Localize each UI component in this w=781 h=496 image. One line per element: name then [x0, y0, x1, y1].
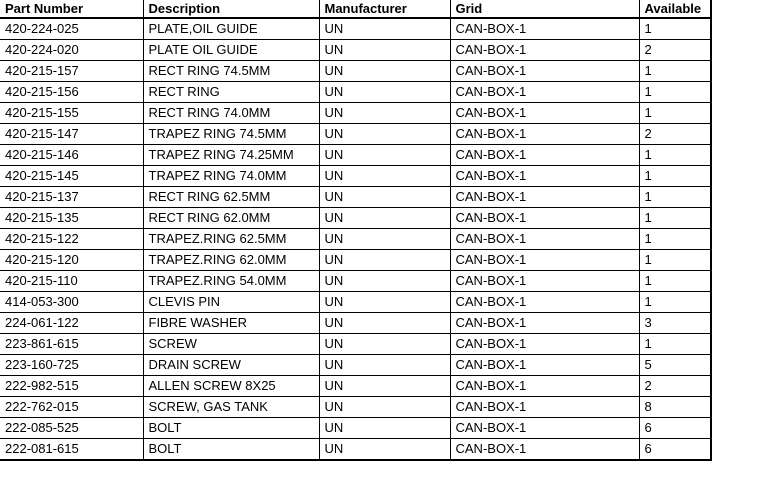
grid-cell[interactable]: CAN-BOX-1	[450, 271, 639, 292]
table-row[interactable]	[0, 61, 711, 82]
table-row[interactable]	[0, 145, 711, 166]
table-row[interactable]	[0, 250, 711, 271]
manufacturer-cell[interactable]: UN	[319, 124, 450, 145]
part-number-cell[interactable]: 420-215-122	[0, 229, 143, 250]
description-cell[interactable]: TRAPEZ.RING 54.0MM	[143, 271, 319, 292]
manufacturer-cell[interactable]: UN	[319, 187, 450, 208]
table-row[interactable]	[0, 334, 711, 355]
manufacturer-cell[interactable]: UN	[319, 376, 450, 397]
manufacturer-cell[interactable]: UN	[319, 271, 450, 292]
table-row[interactable]	[0, 40, 711, 61]
manufacturer-cell[interactable]: UN	[319, 229, 450, 250]
part-number-cell[interactable]: 420-215-147	[0, 124, 143, 145]
grid-cell[interactable]: CAN-BOX-1	[450, 229, 639, 250]
available-cell[interactable]: 1	[639, 18, 711, 40]
part-number-cell[interactable]: 420-215-145	[0, 166, 143, 187]
description-cell[interactable]: BOLT	[143, 418, 319, 439]
description-cell[interactable]: TRAPEZ RING 74.0MM	[143, 166, 319, 187]
grid-cell[interactable]: CAN-BOX-1	[450, 418, 639, 439]
part-number-cell[interactable]: 420-224-020	[0, 40, 143, 61]
manufacturer-cell[interactable]: UN	[319, 397, 450, 418]
table-row[interactable]	[0, 397, 711, 418]
description-cell[interactable]: RECT RING 74.0MM	[143, 103, 319, 124]
part-number-cell[interactable]: 222-081-615	[0, 439, 143, 461]
part-number-cell[interactable]: 223-160-725	[0, 355, 143, 376]
available-cell[interactable]: 1	[639, 229, 711, 250]
available-cell[interactable]: 6	[639, 418, 711, 439]
description-cell[interactable]: TRAPEZ.RING 62.5MM	[143, 229, 319, 250]
available-cell[interactable]: 1	[639, 250, 711, 271]
part-number-cell[interactable]: 420-215-137	[0, 187, 143, 208]
manufacturer-cell[interactable]: UN	[319, 355, 450, 376]
header-available[interactable]: Available	[639, 0, 711, 18]
manufacturer-cell[interactable]: UN	[319, 145, 450, 166]
available-cell[interactable]: 6	[639, 439, 711, 461]
part-number-cell[interactable]: 420-215-155	[0, 103, 143, 124]
description-cell[interactable]: TRAPEZ.RING 62.0MM	[143, 250, 319, 271]
part-number-cell[interactable]: 420-224-025	[0, 18, 143, 40]
table-row[interactable]	[0, 166, 711, 187]
part-number-cell[interactable]: 420-215-146	[0, 145, 143, 166]
description-cell[interactable]: DRAIN SCREW	[143, 355, 319, 376]
manufacturer-cell[interactable]: UN	[319, 103, 450, 124]
part-number-cell[interactable]: 420-215-157	[0, 61, 143, 82]
table-row[interactable]	[0, 103, 711, 124]
grid-cell[interactable]: CAN-BOX-1	[450, 187, 639, 208]
available-cell[interactable]: 1	[639, 82, 711, 103]
description-cell[interactable]: SCREW, GAS TANK	[143, 397, 319, 418]
description-cell[interactable]: ALLEN SCREW 8X25	[143, 376, 319, 397]
available-cell[interactable]: 1	[639, 187, 711, 208]
grid-cell[interactable]: CAN-BOX-1	[450, 145, 639, 166]
available-cell[interactable]: 8	[639, 397, 711, 418]
part-number-cell[interactable]: 420-215-120	[0, 250, 143, 271]
grid-cell[interactable]: CAN-BOX-1	[450, 103, 639, 124]
header-grid[interactable]: Grid	[450, 0, 639, 18]
available-cell[interactable]: 1	[639, 271, 711, 292]
manufacturer-cell[interactable]: UN	[319, 313, 450, 334]
part-number-cell[interactable]: 222-085-525	[0, 418, 143, 439]
description-cell[interactable]: BOLT	[143, 439, 319, 461]
grid-cell[interactable]: CAN-BOX-1	[450, 292, 639, 313]
manufacturer-cell[interactable]: UN	[319, 82, 450, 103]
available-cell[interactable]: 1	[639, 334, 711, 355]
description-cell[interactable]: RECT RING	[143, 82, 319, 103]
grid-cell[interactable]: CAN-BOX-1	[450, 18, 639, 40]
part-number-cell[interactable]: 414-053-300	[0, 292, 143, 313]
available-cell[interactable]: 2	[639, 40, 711, 61]
description-cell[interactable]: RECT RING 62.0MM	[143, 208, 319, 229]
header-manufacturer[interactable]: Manufacturer	[319, 0, 450, 18]
grid-cell[interactable]: CAN-BOX-1	[450, 250, 639, 271]
grid-cell[interactable]: CAN-BOX-1	[450, 82, 639, 103]
manufacturer-cell[interactable]: UN	[319, 418, 450, 439]
grid-cell[interactable]: CAN-BOX-1	[450, 334, 639, 355]
manufacturer-cell[interactable]: UN	[319, 208, 450, 229]
header-row	[0, 0, 711, 18]
part-number-cell[interactable]: 222-762-015	[0, 397, 143, 418]
description-cell[interactable]: CLEVIS PIN	[143, 292, 319, 313]
table-row[interactable]	[0, 208, 711, 229]
description-cell[interactable]: TRAPEZ RING 74.5MM	[143, 124, 319, 145]
part-number-cell[interactable]: 223-861-615	[0, 334, 143, 355]
grid-cell[interactable]: CAN-BOX-1	[450, 313, 639, 334]
grid-cell[interactable]: CAN-BOX-1	[450, 439, 639, 461]
parts-table-body	[0, 18, 711, 460]
manufacturer-cell[interactable]: UN	[319, 334, 450, 355]
header-description[interactable]: Description	[143, 0, 319, 18]
grid-cell[interactable]: CAN-BOX-1	[450, 208, 639, 229]
available-cell[interactable]: 2	[639, 124, 711, 145]
available-cell[interactable]: 3	[639, 313, 711, 334]
table-row[interactable]	[0, 313, 711, 334]
manufacturer-cell[interactable]: UN	[319, 292, 450, 313]
table-row[interactable]	[0, 292, 711, 313]
manufacturer-cell[interactable]: UN	[319, 439, 450, 461]
header-part-number[interactable]: Part Number	[0, 0, 143, 18]
manufacturer-cell[interactable]: UN	[319, 61, 450, 82]
grid-cell[interactable]: CAN-BOX-1	[450, 124, 639, 145]
part-number-cell[interactable]: 420-215-110	[0, 271, 143, 292]
grid-cell[interactable]: CAN-BOX-1	[450, 40, 639, 61]
table-row[interactable]	[0, 124, 711, 145]
available-cell[interactable]: 2	[639, 376, 711, 397]
description-cell[interactable]: TRAPEZ RING 74.25MM	[143, 145, 319, 166]
description-cell[interactable]: RECT RING 74.5MM	[143, 61, 319, 82]
available-cell[interactable]: 1	[639, 103, 711, 124]
description-cell[interactable]: SCREW	[143, 334, 319, 355]
part-number-cell[interactable]: 222-982-515	[0, 376, 143, 397]
grid-cell[interactable]: CAN-BOX-1	[450, 355, 639, 376]
table-row[interactable]	[0, 355, 711, 376]
available-cell[interactable]: 1	[639, 145, 711, 166]
available-cell[interactable]: 1	[639, 208, 711, 229]
table-row[interactable]	[0, 229, 711, 250]
manufacturer-cell[interactable]: UN	[319, 250, 450, 271]
table-row[interactable]	[0, 376, 711, 397]
grid-cell[interactable]: CAN-BOX-1	[450, 166, 639, 187]
manufacturer-cell[interactable]: UN	[319, 18, 450, 40]
available-cell[interactable]: 1	[639, 292, 711, 313]
grid-cell[interactable]: CAN-BOX-1	[450, 376, 639, 397]
description-cell[interactable]: RECT RING 62.5MM	[143, 187, 319, 208]
grid-cell[interactable]: CAN-BOX-1	[450, 61, 639, 82]
table-row[interactable]	[0, 439, 711, 461]
description-cell[interactable]: PLATE OIL GUIDE	[143, 40, 319, 61]
part-number-cell[interactable]: 420-215-135	[0, 208, 143, 229]
manufacturer-cell[interactable]: UN	[319, 166, 450, 187]
part-number-cell[interactable]: 224-061-122	[0, 313, 143, 334]
manufacturer-cell[interactable]: UN	[319, 40, 450, 61]
description-cell[interactable]: FIBRE WASHER	[143, 313, 319, 334]
available-cell[interactable]: 1	[639, 61, 711, 82]
table-row[interactable]	[0, 18, 711, 40]
part-number-cell[interactable]: 420-215-156	[0, 82, 143, 103]
table-row[interactable]	[0, 187, 711, 208]
description-cell[interactable]: PLATE,OIL GUIDE	[143, 18, 319, 40]
table-row[interactable]	[0, 271, 711, 292]
available-cell[interactable]: 1	[639, 166, 711, 187]
grid-cell[interactable]: CAN-BOX-1	[450, 397, 639, 418]
table-row[interactable]	[0, 82, 711, 103]
available-cell[interactable]: 5	[639, 355, 711, 376]
table-row[interactable]	[0, 418, 711, 439]
